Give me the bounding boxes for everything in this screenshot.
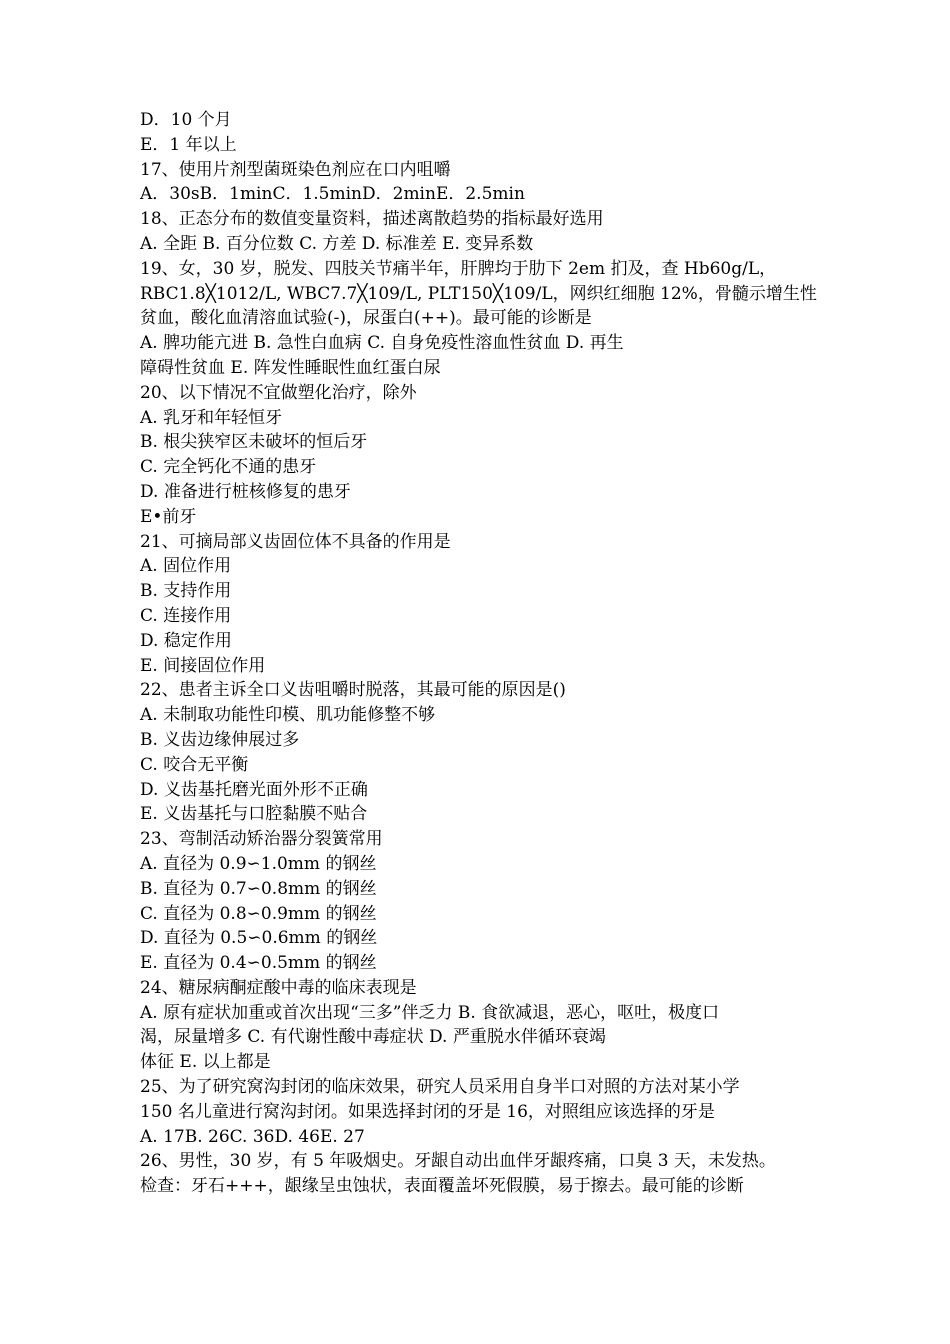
text-line: RBC1.8╳1012/L, WBC7.7╳109/L, PLT150╳109/L，网织红细胞 12%，骨髓示增生性 (140, 283, 817, 304)
option-line: D. 直径为 0.5∽0.6mm 的钢丝 (140, 928, 378, 949)
question-24: 24、糖尿病酮症酸中毒的临床表现是 (140, 977, 417, 998)
option-line: E. 间接固位作用 (140, 655, 266, 676)
text-line: E．1 年以上 (140, 134, 237, 155)
option-line: A. 固位作用 (140, 556, 232, 577)
option-line: D. 准备进行桩核修复的患牙 (140, 481, 351, 502)
document-page (140, 108, 840, 1199)
text-line: 体征 E. 以上都是 (140, 1052, 271, 1073)
option-line: E. 直径为 0.4∽0.5mm 的钢丝 (140, 953, 377, 974)
question-17-options: A．30sB．1minC．1.5minD．2minE．2.5min (140, 184, 525, 205)
option-line: B. 根尖狭窄区未破坏的恒后牙 (140, 432, 368, 453)
option-line: D. 义齿基托磨光面外形不正确 (140, 779, 368, 800)
text-line: 检查：牙石+++，龈缘呈虫蚀状，表面覆盖坏死假膜，易于擦去。最可能的诊断 (140, 1176, 744, 1197)
question-22: 22、患者主诉全口义齿咀嚼时脱落，其最可能的原因是() (140, 680, 566, 701)
option-line: A. 乳牙和年轻恒牙 (140, 407, 283, 428)
question-25-options: A. 17B. 26C. 36D. 46E. 27 (140, 1126, 365, 1147)
question-24-options: A. 原有症状加重或首次出现“三多”伴乏力 B. 食欲减退，恶心，呕吐，极度口 (140, 1002, 720, 1023)
question-19-options: A. 脾功能亢进 B. 急性白血病 C. 自身免疫性溶血性贫血 D. 再生 (140, 333, 624, 354)
option-line: B. 义齿边缘伸展过多 (140, 729, 300, 750)
question-26: 26、男性，30 岁，有 5 年吸烟史。牙龈自动出血伴牙龈疼痛，口臭 3 天，未发热。 (140, 1151, 776, 1172)
question-25: 25、为了研究窝沟封闭的临床效果，研究人员采用自身半口对照的方法对某小学 (140, 1077, 740, 1098)
question-19: 19、女，30 岁，脱发、四肢关节痛半年，肝脾均于肋下 2em 扪及，查 Hb60g/L， (140, 258, 777, 279)
option-line: C. 完全钙化不通的患牙 (140, 457, 317, 478)
option-line: E. 义齿基托与口腔黏膜不贴合 (140, 804, 368, 825)
option-line: A. 未制取功能性印模、肌功能修整不够 (140, 705, 436, 726)
option-line: C. 直径为 0.8∽0.9mm 的钢丝 (140, 903, 377, 924)
option-line: C. 咬合无平衡 (140, 754, 249, 775)
question-20: 20、以下情况不宜做塑化治疗，除外 (140, 382, 417, 403)
text-line: 障碍性贫血 E. 阵发性睡眠性血红蛋白尿 (140, 357, 441, 378)
text-line: 150 名儿童进行窝沟封闭。如果选择封闭的牙是 16，对照组应该选择的牙是 (140, 1101, 715, 1122)
option-line: E•前牙 (140, 506, 197, 527)
question-23: 23、弯制活动矫治器分裂簧常用 (140, 829, 383, 850)
text-line: 贫血，酸化血清溶血试验(-)，尿蛋白(++)。最可能的诊断是 (140, 308, 592, 329)
option-line: C. 连接作用 (140, 605, 232, 626)
question-17: 17、使用片剂型菌斑染色剂应在口内咀嚼 (140, 159, 451, 180)
question-18-options: A. 全距 B. 百分位数 C. 方差 D. 标准差 E. 变异系数 (140, 233, 534, 254)
option-line: D. 稳定作用 (140, 630, 232, 651)
question-21: 21、可摘局部义齿固位体不具备的作用是 (140, 531, 451, 552)
question-18: 18、正态分布的数值变量资料，描述离散趋势的指标最好选用 (140, 209, 604, 230)
option-line: A. 直径为 0.9∽1.0mm 的钢丝 (140, 853, 377, 874)
text-line: D．10 个月 (140, 110, 232, 130)
option-line: B. 支持作用 (140, 581, 232, 602)
text-line: 渴，尿量增多 C. 有代谢性酸中毒症状 D. 严重脱水伴循环衰竭 (140, 1027, 606, 1048)
option-line: B. 直径为 0.7∽0.8mm 的钢丝 (140, 878, 377, 899)
